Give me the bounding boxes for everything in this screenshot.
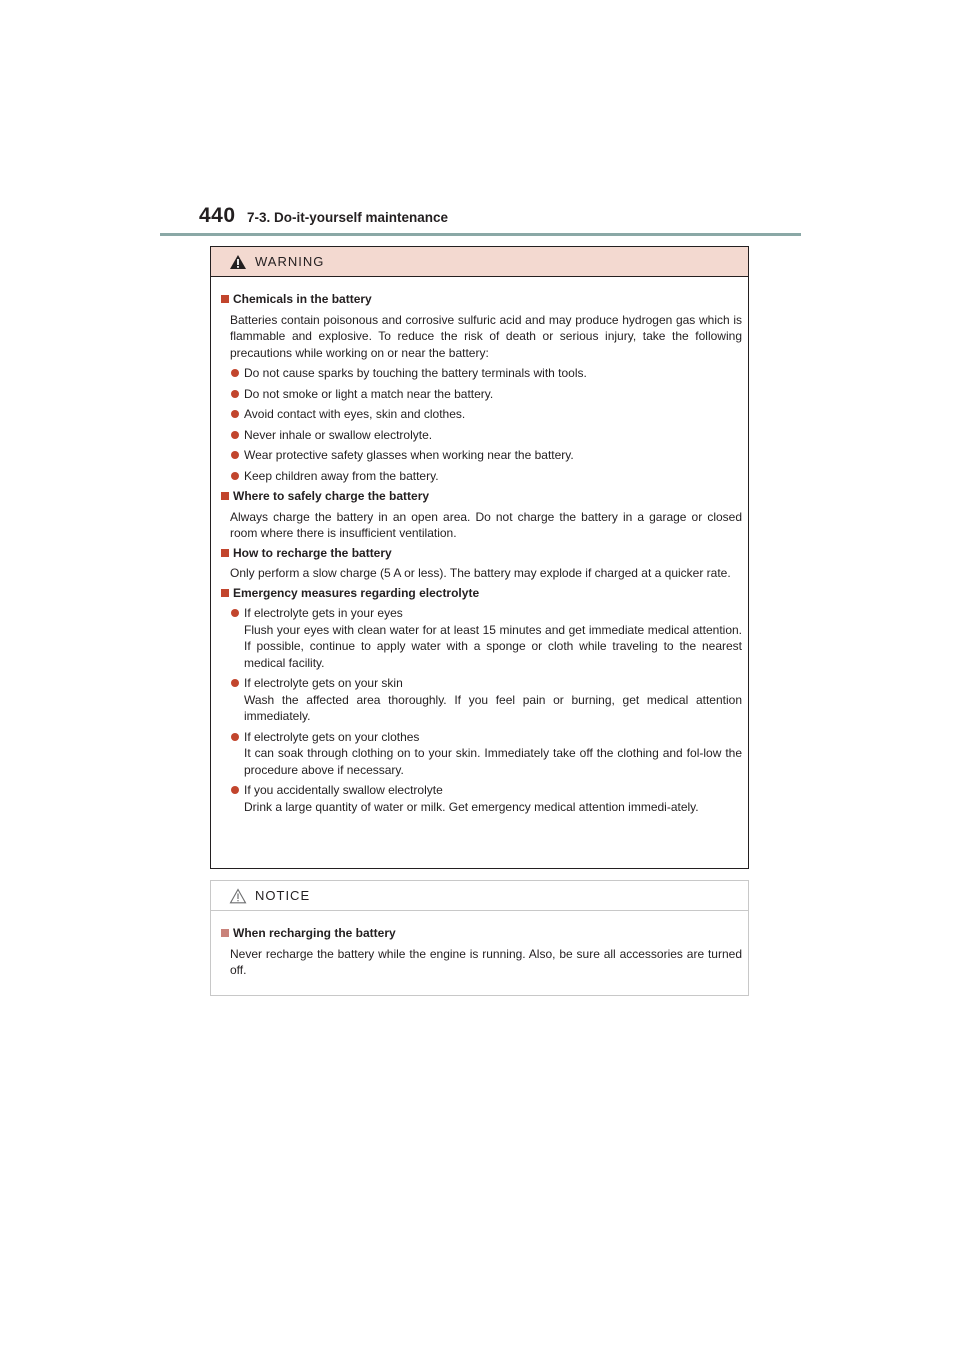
square-bullet-icon: [221, 929, 229, 937]
notice-item-recharging: [219, 925, 742, 979]
square-bullet-icon: [221, 549, 229, 557]
item-title: Emergency measures regarding electrolyte: [233, 585, 480, 600]
item-title: How to recharge the battery: [233, 545, 392, 560]
square-bullet-icon: [221, 492, 229, 500]
notice-body: [211, 911, 748, 979]
warning-item-how-to-recharge: [219, 545, 742, 582]
list-item: Never inhale or swallow electrolyte.: [230, 427, 742, 444]
list-item: If electrolyte gets on your skin Wash the affected area thoroughly. If you feel pain or burning, get medical attention immediately.: [230, 675, 742, 725]
list-item: Do not smoke or light a match near the battery.: [230, 386, 742, 403]
item-title: Where to safely charge the battery: [233, 489, 430, 503]
list-item: Wear protective safety glasses when working near the battery.: [230, 447, 742, 464]
item-text: Only perform a slow charge (5 A or less). The battery may explode if charged at a quicker rate.: [230, 566, 731, 580]
warning-item-emergency: [219, 585, 742, 816]
round-bullet-icon: [231, 609, 239, 617]
page-header: [0, 0, 960, 240]
item-title: Chemicals in the battery: [233, 292, 372, 306]
notice-label: NOTICE: [255, 888, 311, 903]
item-text: Batteries contain poisonous and corrosive sulfuric acid and may produce hydrogen gas which is flammable and explosive. To reduce the risk of death or serious injury, take the following precautions while working on or near the battery:: [230, 312, 742, 360]
square-bullet-icon: [221, 295, 229, 303]
warning-item-where-to-charge: [219, 488, 742, 542]
round-bullet-icon: [231, 679, 239, 687]
page-number: 440: [199, 204, 236, 227]
list-item: Avoid contact with eyes, skin and clothes.: [230, 406, 742, 423]
list-item: Do not cause sparks by touching the battery terminals with tools.: [230, 365, 742, 382]
warning-triangle-icon: [229, 254, 247, 270]
round-bullet-icon: [231, 786, 239, 794]
item-title: When recharging the battery: [233, 926, 396, 940]
round-bullet-icon: [231, 451, 239, 459]
list-item: Keep children away from the battery.: [230, 468, 742, 485]
round-bullet-icon: [231, 390, 239, 398]
warning-item-chemicals: [219, 291, 742, 484]
round-bullet-icon: [231, 410, 239, 418]
warning-header: [211, 247, 748, 277]
item-text: Never recharge the battery while the engine is running. Also, be sure all accessories are turned off.: [230, 946, 742, 977]
item-text: Always charge the battery in an open area. Do not charge the battery in a garage or closed room where there is insufficient ventilation.: [230, 509, 742, 540]
warning-body: [211, 277, 748, 815]
bullet-list: [219, 365, 742, 484]
list-item: If electrolyte gets on your clothes It can soak through clothing on to your skin. Immediately take off the clothing and fol-low the procedure above if necessary.: [230, 729, 742, 779]
notice-box: [210, 880, 749, 996]
section-title: 7-3. Do-it-yourself maintenance: [247, 210, 449, 225]
round-bullet-icon: [231, 431, 239, 439]
bullet-list: [219, 605, 742, 815]
warning-box: [210, 246, 749, 869]
list-item: If you accidentally swallow electrolyte Drink a large quantity of water or milk. Get emergency medical attention immedi-ately.: [230, 782, 742, 815]
square-bullet-icon: [221, 589, 229, 597]
round-bullet-icon: [231, 733, 239, 741]
round-bullet-icon: [231, 369, 239, 377]
notice-header: [211, 881, 748, 911]
notice-triangle-icon: [229, 888, 247, 904]
warning-label: WARNING: [255, 254, 325, 269]
header-divider: [160, 233, 801, 236]
list-item: If electrolyte gets in your eyes Flush your eyes with clean water for at least 15 minutes and get immediate medical attention. If possible, continue to apply water with a sponge or cloth while traveling to the nearest medical facility.: [230, 605, 742, 671]
round-bullet-icon: [231, 472, 239, 480]
